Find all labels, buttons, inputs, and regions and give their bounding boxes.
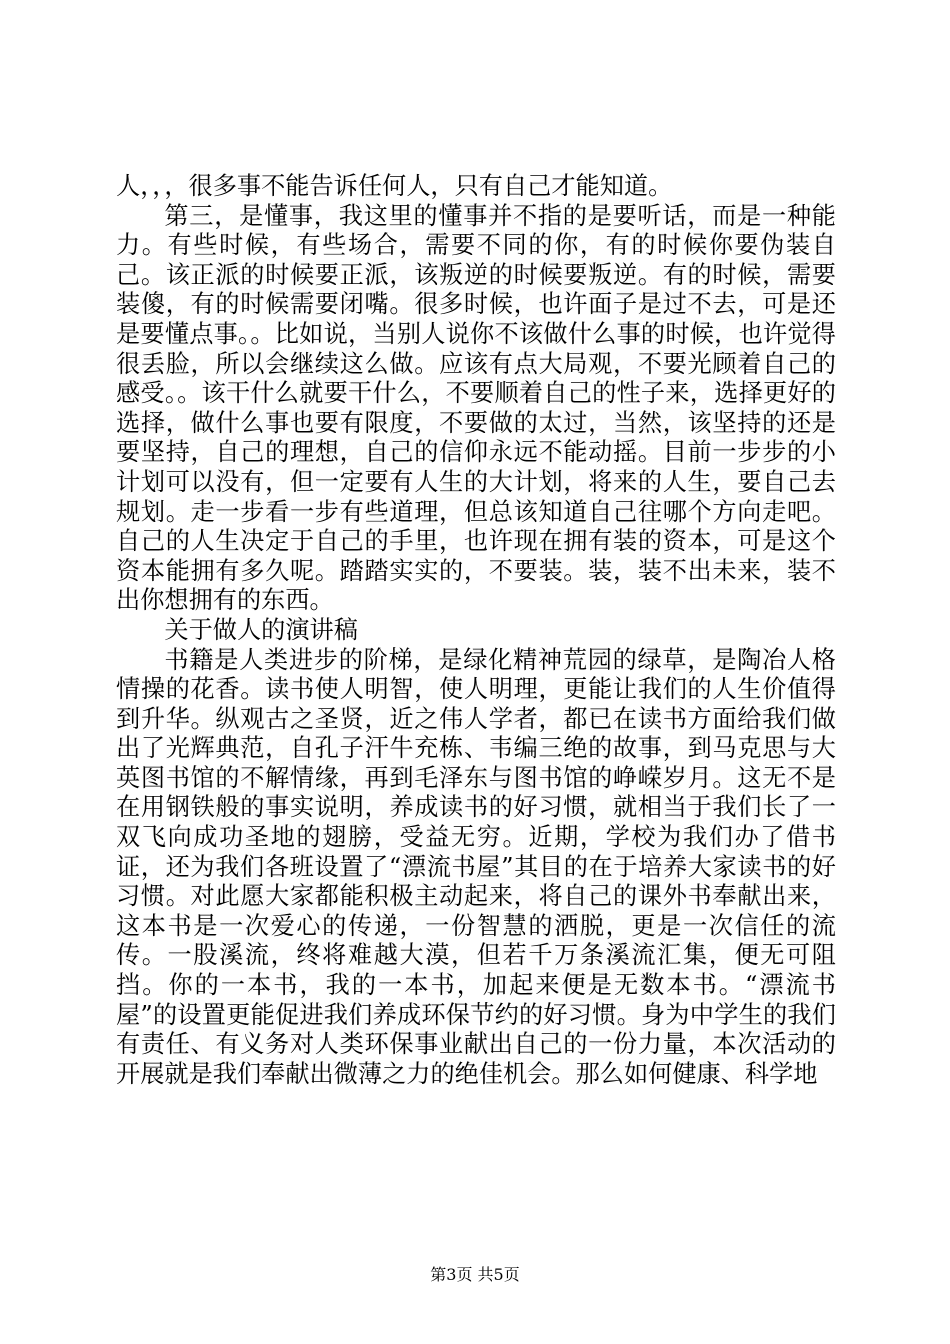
page-footer: 第3页 共5页	[430, 1265, 520, 1284]
document-body	[116, 172, 836, 1089]
paragraph-2: 第三，是懂事，我这里的懂事并不指的是要听话，而是一种能力。有些时候，有些场合，需要不同的你，有的时候你要伪装自己。该正派的时候要正派，该叛逆的时候要叛逆。有的时候，需要装傻，有的时候需要闭嘴。很多时候，也许面子是过不去，可是还是要懂点事。。比如说，当别人说你不该做什么事的时候，也许觉得很丢脸，所以会继续这么做。应该有点大局观，不要光顾着自己的感受。。该干什么就要干什么，不要顺着自己的性子来，选择更好的选择，做什么事也要有限度，不要做的太过，当然，该坚持的还是要坚持，自己的理想，自己的信仰永远不能动摇。目前一步步的小计划可以没有，但一定要有人生的大计划，将来的人生，要自己去规划。走一步看一步有些道理，但总该知道自己往哪个方向走吧。自己的人生决定于自己的手里，也许现在拥有装的资本，可是这个资本能拥有多久呢。踏踏实实的，不要装。装，装不出未来，装不出你想拥有的东西。	[116, 201, 836, 615]
paragraph-1: 人，，，很多事不能告诉任何人，只有自己才能知道。	[116, 172, 673, 200]
paragraph-3: 书籍是人类进步的阶梯，是绿化精神荒园的绿草，是陶冶人格情操的花香。读书使人明智，使人明理，更能让我们的人生价值得到升华。纵观古之圣贤，近之伟人学者，都已在读书方面给我们做出了光辉典范，自孔子汗牛充栋、韦编三绝的故事，到马克思与大英图书馆的不解情缘，再到毛泽东与图书馆的峥嵘岁月。这无不是在用钢铁般的事实说明，养成读书的好习惯，就相当于我们长了一双飞向成功圣地的翅膀，受益无穷。近期，学校为我们办了借书证，还为我们各班设置了“漂流书屋”其目的在于培养大家读书的好习惯。对此愿大家都能积极主动起来，将自己的课外书奉献出来，这本书是一次爱心的传递，一份智慧的洒脱，更是一次信任的流传。一股溪流，终将难越大漠，但若千万条溪流汇集，便无可阻挡。你的一本书，我的一本书，加起来便是无数本书。“漂流书屋”的设置更能促进我们养成环保节约的好习惯。身为中学生的我们有责任、有义务对人类环保事业献出自己的一份力量，本次活动的开展就是我们奉献出微薄之力的绝佳机会。那么如何健康、科学地	[116, 645, 836, 1088]
section-heading: 关于做人的演讲稿	[164, 615, 358, 644]
